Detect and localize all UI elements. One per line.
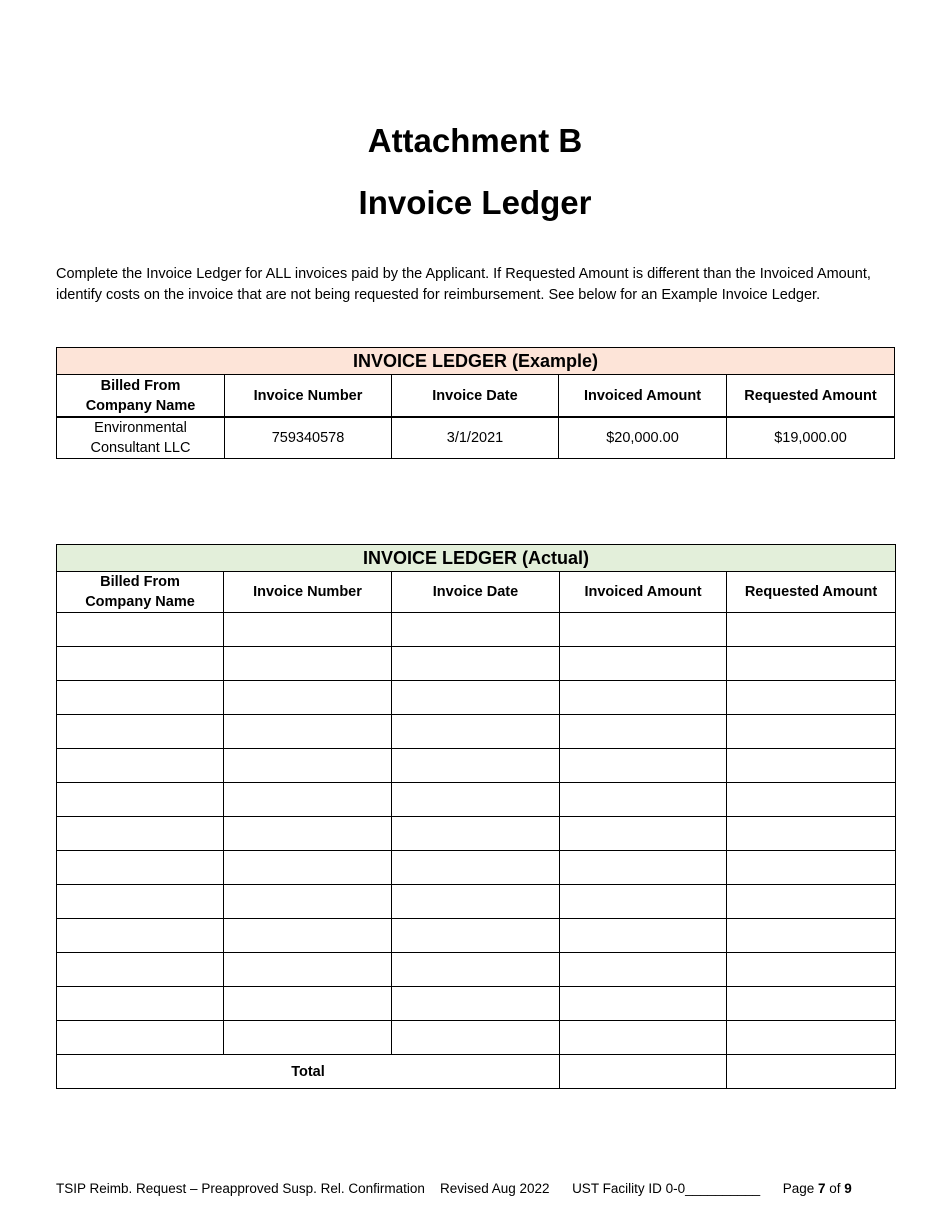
ledger-title: Invoice Ledger	[358, 184, 592, 221]
ledger-entry-row	[57, 613, 896, 647]
invoiced-amount-cell[interactable]	[560, 987, 727, 1021]
invoice-date-cell[interactable]	[392, 817, 560, 851]
requested-amount-cell[interactable]	[727, 953, 896, 987]
invoice-number-cell[interactable]	[224, 783, 392, 817]
invoice-date-cell[interactable]	[392, 715, 560, 749]
company-cell[interactable]	[57, 681, 224, 715]
invoiced-amount-cell[interactable]	[560, 681, 727, 715]
ledger-entry-row	[57, 919, 896, 953]
invoice-number-cell[interactable]	[224, 817, 392, 851]
header-invoice-number: Invoice Number	[225, 375, 392, 418]
invoice-date-cell[interactable]	[392, 987, 560, 1021]
requested-amount-cell[interactable]	[727, 647, 896, 681]
invoice-date-cell[interactable]	[392, 851, 560, 885]
invoiced-amount-cell[interactable]	[560, 885, 727, 919]
company-cell[interactable]	[57, 919, 224, 953]
header-invoice-date: Invoice Date	[392, 572, 560, 613]
requested-amount-cell[interactable]	[727, 613, 896, 647]
ledger-entry-row	[57, 851, 896, 885]
invoice-number-cell[interactable]	[224, 715, 392, 749]
header-invoice-date: Invoice Date	[392, 375, 559, 418]
total-row	[57, 1055, 896, 1089]
invoice-number-cell[interactable]	[224, 851, 392, 885]
example-row	[57, 417, 895, 459]
invoice-date-cell[interactable]	[392, 681, 560, 715]
footer-page-total: 9	[844, 1181, 852, 1196]
requested-amount-cell[interactable]	[727, 885, 896, 919]
invoice-date-cell[interactable]	[392, 613, 560, 647]
ledger-entry-row	[57, 1021, 896, 1055]
invoiced-amount-cell[interactable]	[560, 647, 727, 681]
ledger-entry-row	[57, 715, 896, 749]
header-billed-from: Billed From Company Name	[57, 572, 224, 613]
invoice-date-cell[interactable]	[392, 647, 560, 681]
invoiced-amount-cell[interactable]	[560, 783, 727, 817]
company-cell[interactable]	[57, 851, 224, 885]
footer-page-current: 7	[817, 1181, 826, 1196]
invoice-number-cell[interactable]	[224, 987, 392, 1021]
footer-facility-id: UST Facility ID 0-0__________	[572, 1181, 761, 1196]
footer-form-name: TSIP Reimb. Request – Preapproved Susp. Rel. Confirmation	[56, 1181, 425, 1196]
company-cell[interactable]	[57, 817, 224, 851]
ledger-entry-row	[57, 783, 896, 817]
example-ledger-caption: INVOICE LEDGER (Example)	[57, 348, 895, 375]
header-invoiced-amount: Invoiced Amount	[559, 375, 727, 418]
ledger-entry-row	[57, 647, 896, 681]
requested-amount-cell[interactable]	[727, 681, 896, 715]
invoice-date-cell[interactable]	[392, 783, 560, 817]
header-billed-from: Billed From Company Name	[57, 375, 225, 418]
ledger-entry-row	[57, 681, 896, 715]
footer-page-label: Page	[782, 1181, 815, 1196]
attachment-title: Attachment B	[367, 122, 583, 159]
requested-amount-cell[interactable]	[727, 987, 896, 1021]
instructions-paragraph: Complete the Invoice Ledger for ALL invoices paid by the Applicant. If Requested Amount is different than the Invoiced Amount, identify costs on the invoice that are not being requested for reimbursement. See below for an Example Invoice Ledger.	[56, 266, 871, 303]
company-cell[interactable]	[57, 715, 224, 749]
requested-amount-cell[interactable]	[727, 783, 896, 817]
company-cell[interactable]	[57, 613, 224, 647]
footer-revised: Revised Aug 2022	[439, 1181, 550, 1196]
example-invoice-number: 759340578	[225, 417, 392, 459]
example-header-row	[57, 375, 895, 418]
invoice-number-cell[interactable]	[224, 749, 392, 783]
requested-amount-cell[interactable]	[727, 1021, 896, 1055]
invoiced-amount-cell[interactable]	[560, 953, 727, 987]
invoice-date-cell[interactable]	[392, 885, 560, 919]
requested-amount-cell[interactable]	[727, 749, 896, 783]
invoice-number-cell[interactable]	[224, 953, 392, 987]
company-cell[interactable]	[57, 885, 224, 919]
company-cell[interactable]	[57, 1021, 224, 1055]
company-cell[interactable]	[57, 749, 224, 783]
invoiced-amount-cell[interactable]	[560, 1021, 727, 1055]
requested-amount-cell[interactable]	[727, 817, 896, 851]
invoice-date-cell[interactable]	[392, 1021, 560, 1055]
header-requested-amount: Requested Amount	[727, 375, 895, 418]
invoiced-amount-cell[interactable]	[560, 817, 727, 851]
example-ledger-table	[56, 347, 895, 459]
company-cell[interactable]	[57, 987, 224, 1021]
actual-ledger-caption: INVOICE LEDGER (Actual)	[57, 545, 896, 572]
ledger-entry-row	[57, 749, 896, 783]
total-requested-amount-cell[interactable]	[727, 1055, 896, 1089]
example-requested-amount: $19,000.00	[727, 417, 895, 459]
invoice-number-cell[interactable]	[224, 885, 392, 919]
footer-page-of: of	[829, 1181, 841, 1196]
invoice-number-cell[interactable]	[224, 1021, 392, 1055]
header-invoice-number: Invoice Number	[224, 572, 392, 613]
total-invoiced-amount-cell[interactable]	[560, 1055, 727, 1089]
invoice-date-cell[interactable]	[392, 749, 560, 783]
total-label: Total	[57, 1055, 560, 1089]
invoice-number-cell[interactable]	[224, 919, 392, 953]
example-invoiced-amount: $20,000.00	[559, 417, 727, 459]
invoice-date-cell[interactable]	[392, 919, 560, 953]
company-cell[interactable]	[57, 647, 224, 681]
page-footer	[56, 1180, 896, 1198]
company-cell[interactable]	[57, 953, 224, 987]
ledger-entry-row	[57, 953, 896, 987]
requested-amount-cell[interactable]	[727, 851, 896, 885]
ledger-entry-row	[57, 987, 896, 1021]
requested-amount-cell[interactable]	[727, 919, 896, 953]
requested-amount-cell[interactable]	[727, 715, 896, 749]
actual-ledger-table	[56, 544, 896, 1089]
company-cell[interactable]	[57, 783, 224, 817]
invoice-number-cell[interactable]	[224, 613, 392, 647]
invoiced-amount-cell[interactable]	[560, 749, 727, 783]
ledger-entry-row	[57, 817, 896, 851]
invoiced-amount-cell[interactable]	[560, 613, 727, 647]
invoice-date-cell[interactable]	[392, 953, 560, 987]
invoice-number-cell[interactable]	[224, 681, 392, 715]
invoiced-amount-cell[interactable]	[560, 851, 727, 885]
ledger-entry-row	[57, 885, 896, 919]
invoiced-amount-cell[interactable]	[560, 715, 727, 749]
invoiced-amount-cell[interactable]	[560, 919, 727, 953]
example-invoice-date: 3/1/2021	[392, 417, 559, 459]
actual-header-row	[57, 572, 896, 613]
header-requested-amount: Requested Amount	[727, 572, 896, 613]
header-invoiced-amount: Invoiced Amount	[560, 572, 727, 613]
example-company: Environmental Consultant LLC	[57, 417, 225, 459]
invoice-number-cell[interactable]	[224, 647, 392, 681]
